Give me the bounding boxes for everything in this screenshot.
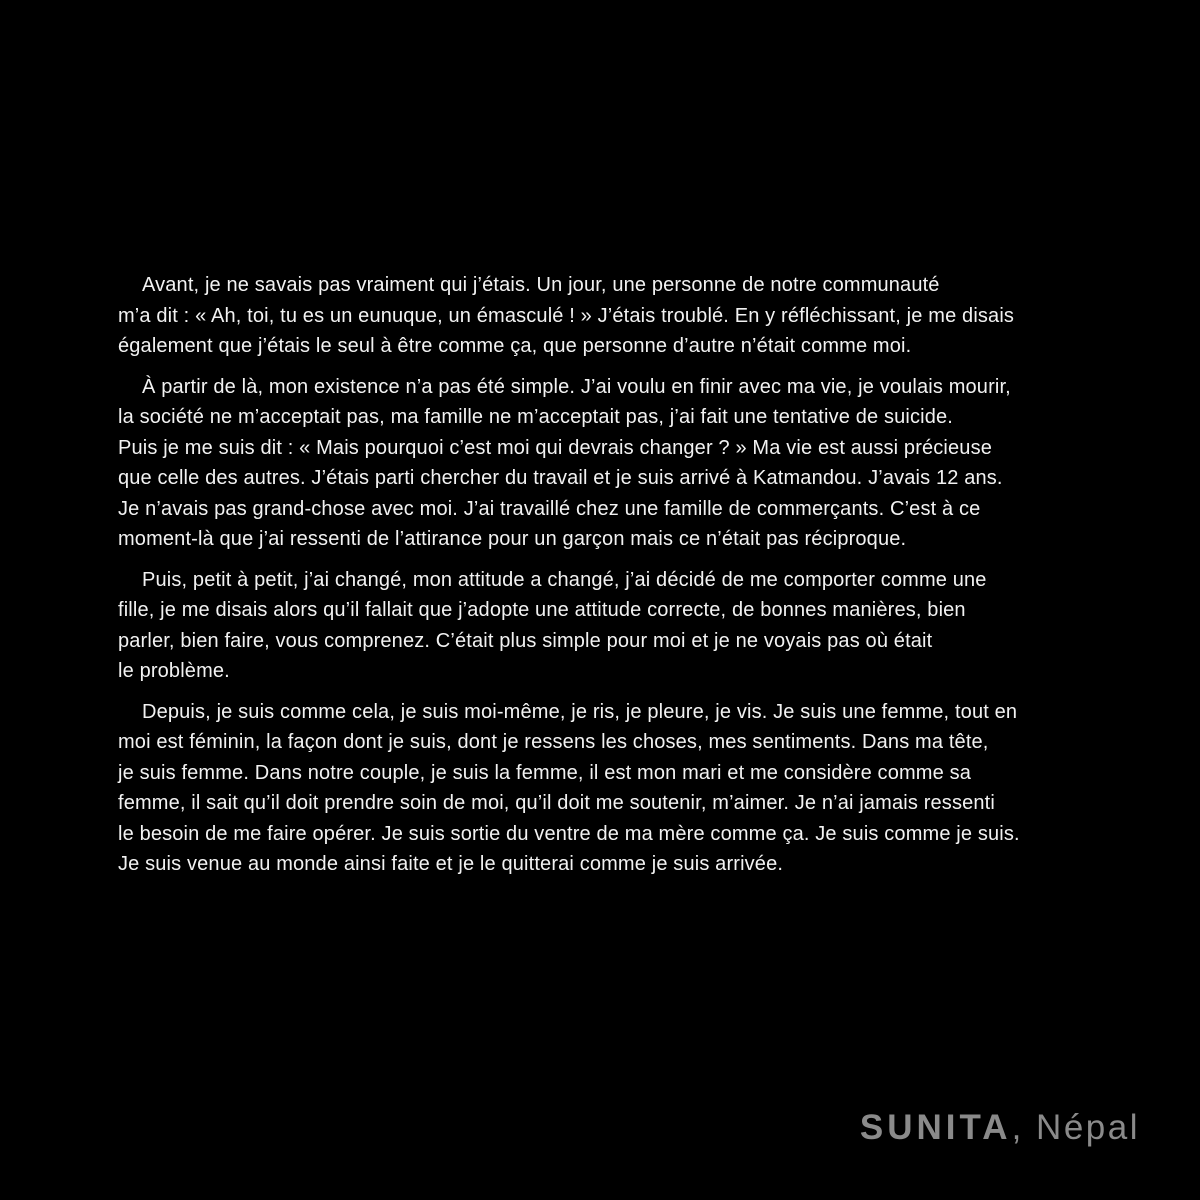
paragraph-line: que celle des autres. J’étais parti chercher du travail et je suis arrivé à Katmandou. J’avais 12 ans.	[118, 467, 1003, 489]
signature-name: SUNITA	[859, 1108, 1012, 1147]
paragraph-line: également que j’étais le seul à être comme ça, que personne d’autre n’était comme moi.	[118, 335, 912, 357]
paragraph-line: Je suis venue au monde ainsi faite et je le quitterai comme je suis arrivée.	[118, 853, 784, 875]
paragraph-3	[94, 565, 1104, 687]
signature-separator: ,	[1011, 1108, 1037, 1147]
paragraph-line: le problème.	[118, 660, 230, 682]
paragraph-line: je suis femme. Dans notre couple, je suis la femme, il est mon mari et me considère comme sa	[118, 761, 972, 784]
paragraph-line: le besoin de me faire opérer. Je suis sortie du ventre de ma mère comme ça. Je suis comme je suis.	[118, 822, 1020, 845]
paragraph-line: À partir de là, mon existence n’a pas été simple. J’ai voulu en finir avec ma vie, je voulais mourir,	[142, 375, 1011, 398]
paragraph-line: m’a dit : « Ah, toi, tu es un eunuque, un émasculé ! » J’étais troublé. En y réfléchissant, je me disais	[118, 304, 1015, 327]
paragraph-4	[94, 697, 1104, 880]
paragraph-line: la société ne m’acceptait pas, ma famille ne m’acceptait pas, j’ai fait une tentative de suicide.	[118, 406, 953, 428]
paragraph-line: Je n’avais pas grand-chose avec moi. J’ai travaillé chez une famille de commerçants. C’est à ce	[118, 497, 981, 520]
paragraph-line: moi est féminin, la façon dont je suis, dont je ressens les choses, mes sentiments. Dans ma tête,	[118, 731, 989, 753]
paragraph-2	[94, 372, 1104, 555]
testimony-text	[94, 270, 1104, 890]
signature	[860, 1108, 1140, 1148]
paragraph-1	[94, 270, 1104, 362]
paragraph-line: moment-là que j’ai ressenti de l’attirance pour un garçon mais ce n’était pas réciproque.	[118, 528, 907, 550]
paragraph-line: Puis je me suis dit : « Mais pourquoi c’est moi qui devrais changer ? » Ma vie est aussi précieuse	[118, 436, 992, 459]
paragraph-line: femme, il sait qu’il doit prendre soin de moi, qu’il doit me soutenir, m’aimer. Je n’ai jamais ressenti	[118, 792, 995, 814]
paragraph-line: fille, je me disais alors qu’il fallait que j’adopte une attitude correcte, de bonnes manières, bien	[118, 599, 966, 621]
paragraph-line: Avant, je ne savais pas vraiment qui j’étais. Un jour, une personne de notre communauté	[142, 274, 940, 296]
paragraph-line: parler, bien faire, vous comprenez. C’était plus simple pour moi et je ne voyais pas où était	[118, 629, 933, 652]
signature-place: Népal	[1036, 1108, 1140, 1147]
paragraph-line: Depuis, je suis comme cela, je suis moi-même, je ris, je pleure, je vis. Je suis une femme, tout en	[142, 700, 1018, 723]
paragraph-line: Puis, petit à petit, j’ai changé, mon attitude a changé, j’ai décidé de me comporter comme une	[142, 568, 987, 591]
